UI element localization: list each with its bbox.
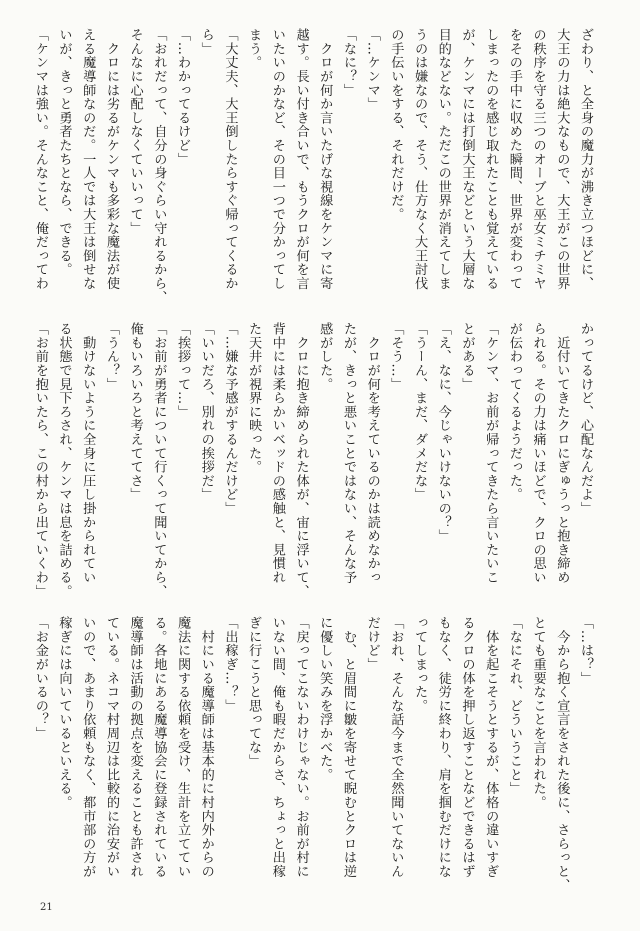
text-line: ってしまった。 [412, 616, 428, 713]
text-line: 「戻ってこないわけじゃない。お前が村に [293, 616, 309, 879]
text-line: クロが何を考えているのかは読めなかっ [364, 322, 380, 585]
text-line: が、ケンマには打倒大王などという大層な [459, 28, 475, 291]
text-line: 「お前を抱いたら、この村から出ていくわ」 [32, 322, 48, 598]
text-tier-upper [32, 28, 597, 306]
text-line: いない間、俺も暇だからさ、ちょっと出稼 [269, 616, 285, 879]
text-line: 近付いてきたクロにぎゅうっと抱き締め [554, 322, 570, 585]
text-line: 「大丈夫、大王倒したらすぐ帰ってくるか [222, 28, 238, 291]
text-line: 越す。長い付き合いで、もうクロが何を言 [293, 28, 309, 291]
text-line: 大王の力は絶大なもので、大王がこの世界 [554, 28, 570, 291]
text-line: 「なにそれ、どういうこと」 [506, 616, 522, 796]
text-line: 「うん？」 [103, 322, 119, 391]
text-line: 「…嫌な予感がするんだけど」 [222, 322, 238, 516]
text-line: 魔法に関する依頼を受け、生計を立ててい [175, 616, 191, 879]
text-line: だけど」 [364, 616, 380, 672]
text-line: かってるけど、心配なんだよ」 [578, 322, 593, 516]
text-line: 「お前が勇者について行くって聞いてから、 [151, 322, 167, 598]
text-line: をその手中に収めた瞬間、世界が変わって [506, 28, 522, 291]
text-line: とがある」 [459, 322, 475, 391]
text-line: クロが何か言いたげな視線をケンマに寄 [317, 28, 333, 291]
text-line: いが、きっと勇者たちとなら、できる。 [56, 28, 72, 277]
text-line: 「そう…」 [388, 322, 404, 391]
text-line: 「挨拶って…」 [175, 322, 191, 419]
text-line: 村にいる魔導師は基本的に村内外からの [198, 616, 214, 879]
text-line: しまったのを感じ取れたことも覚えている [483, 28, 499, 291]
text-line: 「おれ、そんな話今まで全然聞いてないん [388, 616, 404, 879]
text-line: の手伝いをする、それだけだ。 [388, 28, 404, 222]
text-line: 「うーん、まだ、ダメだな」 [412, 322, 428, 502]
text-line: 感がした。 [317, 322, 333, 391]
page-number: 21 [40, 902, 53, 913]
text-line: 俺もいろいろと考えててさ」 [127, 322, 143, 502]
text-line: 「…わかってるけど」 [175, 28, 191, 166]
text-line: るクロの体を押し返すことなどできるはず [459, 616, 475, 879]
text-line: 「おれだって、自分の身ぐらい守れるから、 [151, 28, 167, 304]
text-line: そんなに心配しなくていいって」 [127, 28, 143, 235]
text-line: 背中には柔らかいベッドの感触と、見慣れ [269, 322, 285, 585]
text-line: が伝わってくるようだった。 [506, 322, 522, 502]
text-line: とても重要なことを言われた。 [530, 616, 546, 810]
text-line: 「…ケンマ」 [364, 28, 380, 111]
text-line: 稼ぎには向いているといえる。 [56, 616, 72, 810]
text-line: に優しい笑みを浮かべた。 [317, 616, 333, 782]
text-line: うのは嫌なので、そう、仕方なく大王討伐 [412, 28, 428, 291]
text-line: ている。ネコマ村周辺は比較的に治安がい [103, 616, 119, 879]
text-line: ら」 [198, 28, 214, 56]
text-line: える魔導師なのだ。一人では大王は倒せな [80, 28, 96, 291]
text-line: 「いいだろ、別れの挨拶だ」 [198, 322, 214, 502]
text-line: クロには劣るがケンマも多彩な魔法が使 [103, 28, 119, 291]
text-line: む、と眉間に皺を寄せて睨むとクロは逆 [340, 616, 356, 879]
text-line: 「ケンマ、お前が帰ってきたら言いたいこ [483, 322, 499, 585]
text-line: 「…は？」 [578, 616, 593, 685]
text-line: 目的などない。ただこの世界が消えてしま [435, 28, 451, 291]
text-line: たが、きっと悪いことではない、そんな予 [340, 322, 356, 585]
text-line: る状態で見下ろされ、ケンマは息を詰める。 [56, 322, 72, 598]
text-line: いたいのかなど、その目一つで分かってし [269, 28, 285, 291]
text-line: 今から抱く宣言をされた後に、さらっと、 [554, 616, 570, 892]
text-line: の秩序を守る三つのオーブと巫女ミチミヤ [530, 28, 546, 291]
text-line: まう。 [246, 28, 262, 70]
text-line: クロに抱き締められた体が、宙に浮いて、 [293, 322, 309, 598]
text-line: 魔導師は活動の拠点を変えることも許され [127, 616, 143, 879]
text-line: る。各地にある魔導協会に登録されている [151, 616, 167, 879]
text-line: 「え、なに、今じゃいけないの？」 [435, 322, 451, 543]
text-line: た天井が視界に映った。 [246, 322, 262, 474]
text-line: ざわり、と全身の魔力が沸き立つほどに、 [578, 28, 593, 291]
text-tier-middle [32, 322, 597, 600]
text-line: ぎに行こうと思ってな」 [246, 616, 262, 768]
text-line: 動けないように全身に圧し掛かられてい [80, 322, 96, 585]
text-tier-lower [32, 616, 597, 894]
text-line: 「ケンマは強い。そんなこと、俺だってわ [32, 28, 48, 291]
text-line: もなく、徒労に終わり、肩を掴むだけにな [435, 616, 451, 879]
text-line: 「なに？」 [340, 28, 356, 97]
text-line: いので、あまり依頼もなく、都市部の方が [80, 616, 96, 879]
text-line: 体を起こそうとするが、体格の違いすぎ [483, 616, 499, 879]
text-line: 「お金がいるの？」 [32, 616, 48, 741]
text-line: 「出稼ぎ…？」 [222, 616, 238, 713]
text-line: られる。その力は痛いほどで、クロの思い [530, 322, 546, 585]
